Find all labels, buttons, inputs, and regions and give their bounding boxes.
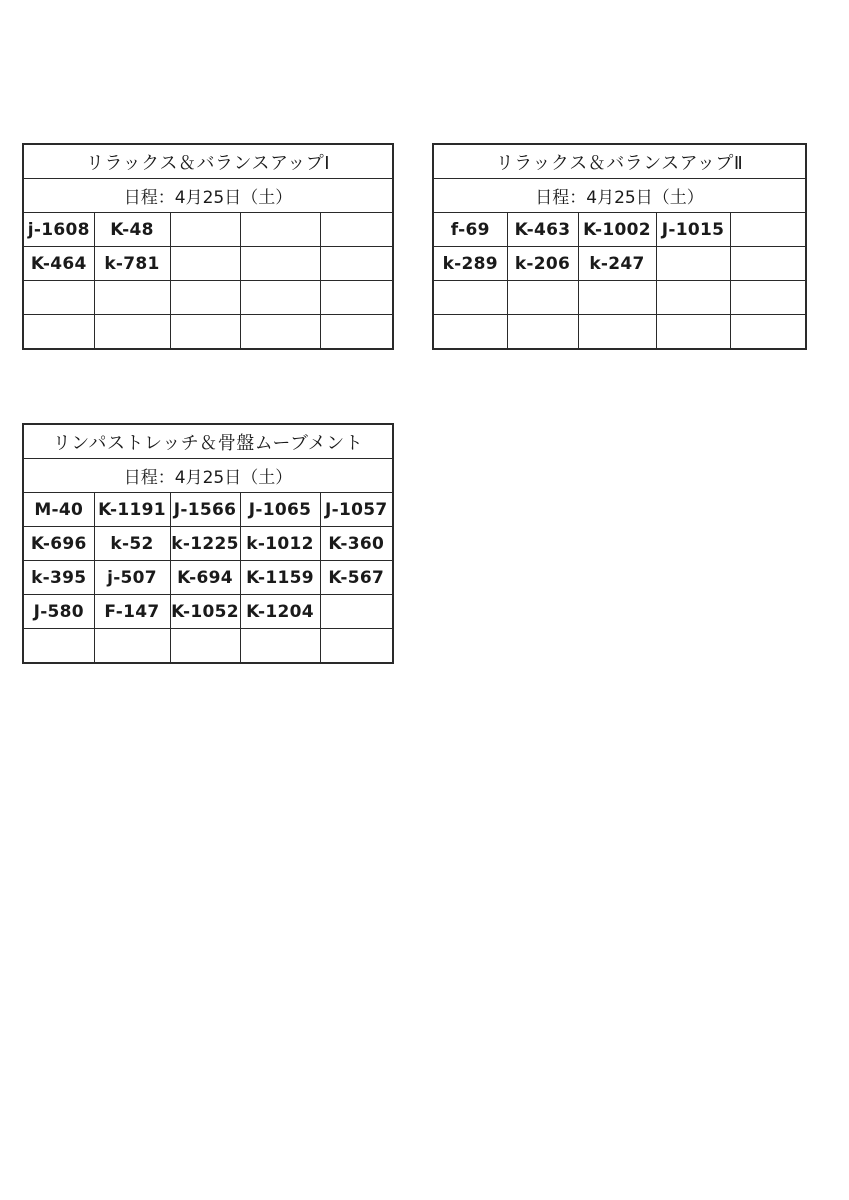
table-cell: J-1057 [320, 493, 393, 527]
table-cell [240, 247, 320, 281]
table-cell: K-1191 [94, 493, 170, 527]
table-cell: K-48 [94, 213, 170, 247]
table-cell: J-1065 [240, 493, 320, 527]
sheet-date-row [23, 459, 393, 493]
table-cell [320, 315, 393, 350]
table-cell [240, 629, 320, 664]
table-row [23, 527, 393, 561]
table-cell: f-69 [433, 213, 507, 247]
table-cell: k-781 [94, 247, 170, 281]
table-cell [656, 281, 730, 315]
table-cell: K-1052 [170, 595, 240, 629]
table-cell [433, 315, 507, 350]
table-row [23, 561, 393, 595]
sheet-date-row [23, 179, 393, 213]
sheet-title-row [23, 424, 393, 459]
table-cell [170, 315, 240, 350]
table-cell [170, 281, 240, 315]
table-row [23, 315, 393, 350]
table-cell [23, 281, 94, 315]
table-cell: K-1159 [240, 561, 320, 595]
sheet-title: リラックス＆バランスアップⅠ [23, 144, 393, 179]
table-cell [320, 629, 393, 664]
table-cell [507, 281, 578, 315]
table-row [23, 629, 393, 664]
table-cell: k-247 [578, 247, 656, 281]
table-cell: K-567 [320, 561, 393, 595]
table-cell [320, 595, 393, 629]
table-cell [656, 315, 730, 350]
table-row [23, 281, 393, 315]
table-cell [170, 629, 240, 664]
table-cell [170, 247, 240, 281]
table-cell: K-694 [170, 561, 240, 595]
table-cell [170, 213, 240, 247]
table-cell [240, 281, 320, 315]
sheet-date-row [433, 179, 806, 213]
table-cell: k-289 [433, 247, 507, 281]
table-row [23, 595, 393, 629]
sheet-title: リラックス＆バランスアップⅡ [433, 144, 806, 179]
table-row [433, 315, 806, 350]
table-cell: j-1608 [23, 213, 94, 247]
table-cell [578, 281, 656, 315]
table-cell [730, 281, 806, 315]
table-row [23, 247, 393, 281]
table-cell: k-1012 [240, 527, 320, 561]
table-cell [507, 315, 578, 350]
table-cell: k-206 [507, 247, 578, 281]
table-cell [23, 629, 94, 664]
table-cell [730, 315, 806, 350]
schedule-sheet-1 [22, 143, 394, 350]
table-cell [730, 247, 806, 281]
sheet-date: 日程：4月25日（土） [23, 179, 393, 213]
table-cell: K-463 [507, 213, 578, 247]
table-row [23, 213, 393, 247]
table-cell: k-395 [23, 561, 94, 595]
table-cell [578, 315, 656, 350]
table-cell: J-1015 [656, 213, 730, 247]
table-cell [23, 315, 94, 350]
table-cell [433, 281, 507, 315]
table-cell: K-1002 [578, 213, 656, 247]
table-cell [656, 247, 730, 281]
table-cell: K-464 [23, 247, 94, 281]
table-cell: J-580 [23, 595, 94, 629]
table-cell [320, 213, 393, 247]
table-cell [94, 281, 170, 315]
table-cell: K-1204 [240, 595, 320, 629]
table-cell [94, 315, 170, 350]
table-cell: k-1225 [170, 527, 240, 561]
table-cell: K-360 [320, 527, 393, 561]
sheet-title-row [433, 144, 806, 179]
schedule-sheet-3 [22, 423, 394, 664]
table-cell: F-147 [94, 595, 170, 629]
table-cell: j-507 [94, 561, 170, 595]
sheet-date: 日程：4月25日（土） [23, 459, 393, 493]
table-cell: k-52 [94, 527, 170, 561]
table-cell: J-1566 [170, 493, 240, 527]
schedule-sheet-2 [432, 143, 807, 350]
sheet-date: 日程：4月25日（土） [433, 179, 806, 213]
table-row [433, 281, 806, 315]
table-cell [94, 629, 170, 664]
table-row [433, 213, 806, 247]
table-row [23, 493, 393, 527]
table-cell [240, 315, 320, 350]
table-row [433, 247, 806, 281]
table-cell [240, 213, 320, 247]
table-cell [320, 247, 393, 281]
sheet-title: リンパストレッチ＆骨盤ムーブメント [23, 424, 393, 459]
table-cell: M-40 [23, 493, 94, 527]
table-cell [320, 281, 393, 315]
table-cell [730, 213, 806, 247]
sheet-title-row [23, 144, 393, 179]
table-cell: K-696 [23, 527, 94, 561]
